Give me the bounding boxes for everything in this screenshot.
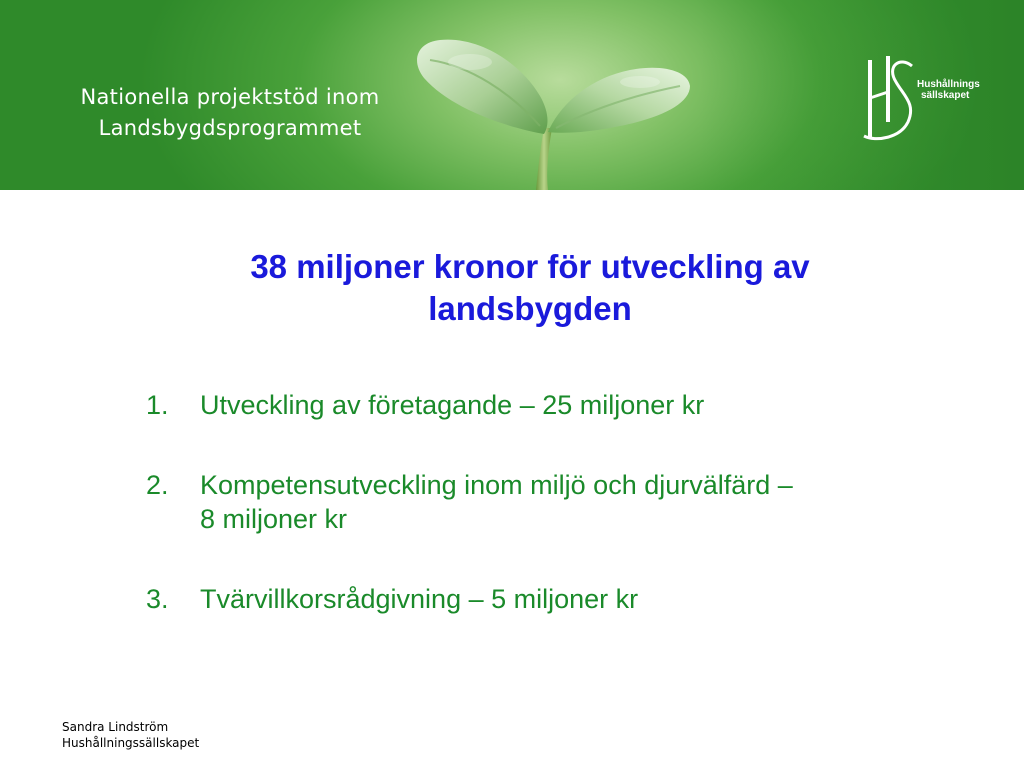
banner-title [20, 82, 440, 144]
list-item [146, 388, 976, 422]
logo-text-line-2: sällskapet [921, 90, 970, 101]
footer-author [62, 719, 199, 751]
banner-title-line-2: Landsbygdsprogrammet [98, 116, 362, 140]
header-banner [0, 0, 1024, 190]
logo-text-line-1: Hushållnings [917, 79, 980, 90]
logo-text [917, 79, 980, 101]
list-item [146, 582, 976, 616]
funding-list [146, 388, 976, 616]
list-item-number: 2. [146, 470, 169, 500]
slide-heading [150, 246, 910, 330]
list-item-text: Kompetensutveckling inom miljö och djurvälfärd – [200, 470, 793, 500]
list-item-text: Tvärvillkorsrådgivning – 5 miljoner kr [200, 584, 639, 614]
list-item-text: Utveckling av företagande – 25 miljoner kr [200, 390, 705, 420]
list-item-text-continued: 8 miljoner kr [200, 504, 348, 534]
list-item-number: 3. [146, 584, 169, 614]
list-item [146, 468, 976, 536]
slide-heading-line-1: 38 miljoner kronor för utveckling av [250, 248, 810, 285]
footer-organization: Hushållningssällskapet [62, 736, 200, 750]
footer-name: Sandra Lindström [62, 720, 169, 734]
list-item-number: 1. [146, 390, 169, 420]
slide-heading-line-2: landsbygden [428, 290, 632, 327]
banner-title-line-1: Nationella projektstöd inom [80, 85, 380, 109]
